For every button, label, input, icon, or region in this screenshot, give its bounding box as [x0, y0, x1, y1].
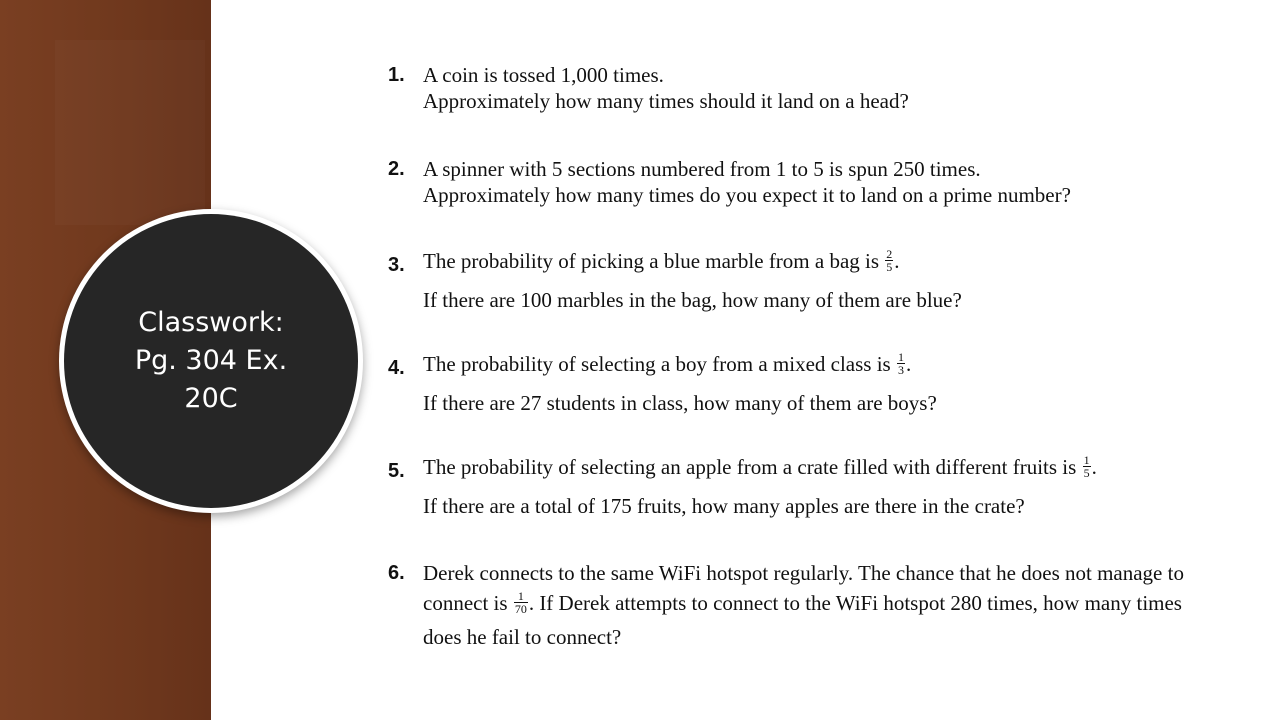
- question-number: 1.: [388, 64, 405, 86]
- question-line: If there are a total of 175 fruits, how many apples are there in the crate?: [423, 493, 1025, 518]
- question-text-start: connect is: [423, 591, 508, 615]
- question-number: 5.: [388, 460, 405, 482]
- question-line: [423, 351, 1278, 379]
- question-line: does he fail to connect?: [423, 624, 622, 649]
- question-number: 6.: [388, 562, 405, 584]
- question-number: 4.: [388, 357, 405, 379]
- question-text-end: .: [905, 352, 912, 376]
- fraction-numerator: 1: [897, 349, 904, 364]
- question-text: [423, 454, 1278, 519]
- question-line: [423, 248, 1278, 276]
- question-line: A coin is tossed 1,000 times.: [423, 63, 664, 87]
- fraction-denominator: 3: [897, 362, 904, 377]
- question-line: Approximately how many times should it land on a head?: [423, 89, 909, 113]
- fraction: [1083, 454, 1091, 479]
- fraction-denominator: 5: [886, 259, 893, 274]
- question-text-end: .: [1091, 455, 1097, 479]
- background-shape: [55, 40, 205, 225]
- fraction: [897, 351, 905, 376]
- question-text: [423, 248, 1278, 313]
- badge-line-1: Classwork:: [138, 307, 284, 338]
- question-text-end: .: [894, 249, 900, 273]
- question-text: [423, 560, 1278, 650]
- question-number: 2.: [388, 158, 405, 180]
- question-line: [423, 590, 1278, 618]
- fraction-numerator: 2: [886, 246, 893, 261]
- badge-text: [126, 304, 296, 418]
- question-text: [423, 156, 1278, 208]
- question-number: 3.: [388, 254, 405, 276]
- fraction: [514, 590, 528, 615]
- fraction-denominator: 70: [514, 601, 527, 616]
- question-line: If there are 100 marbles in the bag, how many of them are blue?: [423, 287, 962, 312]
- fraction-numerator: 1: [1083, 452, 1090, 467]
- question-line: [423, 454, 1278, 482]
- question-text-end: . If Derek attempts to connect to the WiFi hotspot 280 times, how many times: [528, 591, 1182, 615]
- question-text-start: The probability of selecting an apple from a crate filled with different fruits is: [423, 455, 1077, 479]
- title-badge: [64, 214, 358, 508]
- question-line: Approximately how many times do you expect it to land on a prime number?: [423, 183, 1071, 207]
- badge-line-3: 20C: [184, 383, 238, 414]
- question-line: Derek connects to the same WiFi hotspot regularly. The chance that he does not manage to: [423, 561, 1184, 585]
- question-text: [423, 62, 1278, 114]
- question-text: [423, 351, 1278, 416]
- question-line: If there are 27 students in class, how many of them are boys?: [423, 390, 937, 415]
- fraction-numerator: 1: [514, 590, 528, 603]
- question-text-start: The probability of picking a blue marble from a bag is: [423, 249, 880, 273]
- fraction: [885, 248, 893, 273]
- question-line: A spinner with 5 sections numbered from 1 to 5 is spun 250 times.: [423, 157, 981, 181]
- fraction-denominator: 5: [1083, 465, 1090, 480]
- badge-line-2: Pg. 304 Ex.: [134, 345, 288, 376]
- question-text-start: The probability of selecting a boy from a mixed class is: [423, 352, 891, 376]
